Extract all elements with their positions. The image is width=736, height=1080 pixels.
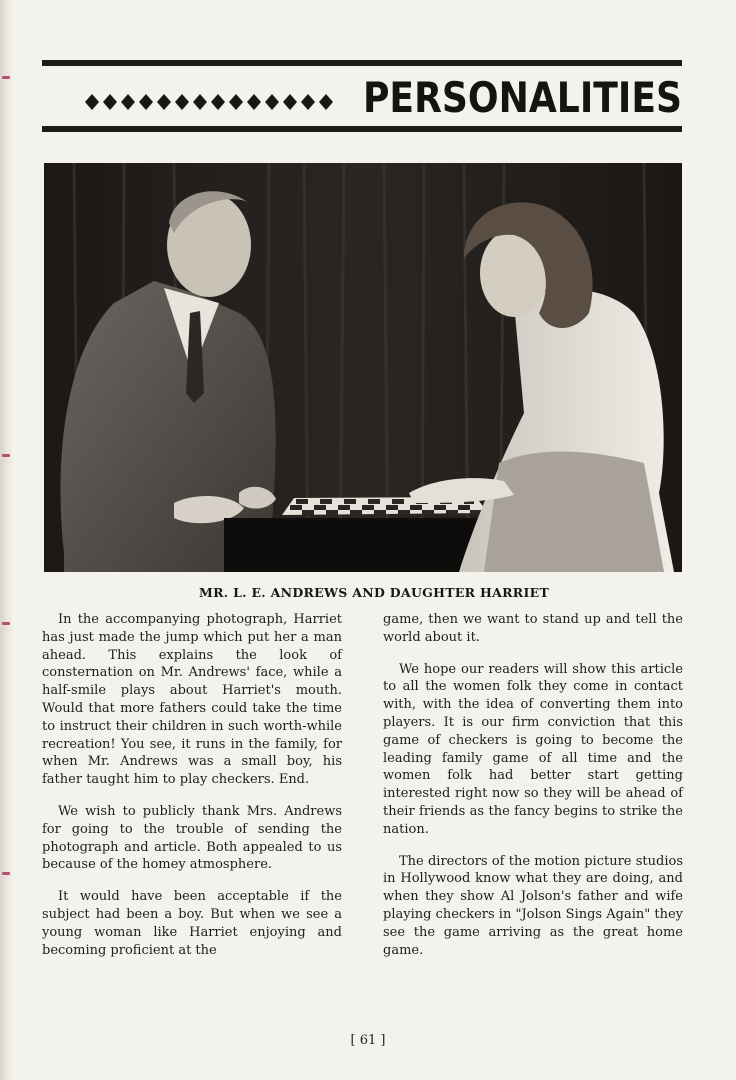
diamond-icon	[301, 94, 315, 110]
diamond-icon	[265, 94, 279, 110]
diamond-icon	[157, 94, 171, 110]
page-edge	[0, 0, 14, 1080]
header-bottom-rule	[42, 126, 682, 132]
header-top-rule	[42, 60, 682, 66]
photograph	[44, 163, 682, 572]
diamond-icon	[229, 94, 243, 110]
binding-mark	[2, 622, 10, 625]
diamond-icon	[175, 94, 189, 110]
diamond-icon	[283, 94, 297, 110]
diamond-icon	[193, 94, 207, 110]
page-number: [ 61 ]	[350, 1033, 386, 1048]
binding-mark	[2, 76, 10, 79]
diamond-icon	[211, 94, 225, 110]
diamond-ornament-row	[84, 92, 334, 112]
binding-mark	[2, 454, 10, 457]
article-paragraph: It would have been acceptable if the subject had been a boy. But when we see a young woman like Harriet enjoying and becoming proficient at the	[42, 889, 342, 958]
binding-mark	[2, 872, 10, 875]
diamond-icon	[121, 94, 135, 110]
article-paragraph: In the accompanying photograph, Harriet has just made the jump which put her a man ahead. This explains the look of consternation on Mr. Andrews' face, while a half-smile plays about Harriet's mouth. Would that more fathers could take the time to instruct their children in such worth-while recreation! You see, it runs in the family, for when Mr. Andrews was a small boy, his father taught him to play checkers. End.	[42, 612, 342, 788]
article-column-left	[42, 611, 342, 973]
diamond-icon	[103, 94, 117, 110]
article-paragraph: We wish to publicly thank Mrs. Andrews for going to the trouble of sending the photograph and article. Both appealed to us because of the homey atmosphere.	[42, 803, 342, 873]
article-column-right	[383, 611, 683, 973]
article-paragraph: game, then we want to stand up and tell the world about it.	[383, 612, 683, 645]
photograph-illustration	[44, 163, 682, 572]
article-paragraph: We hope our readers will show this article to all the women folk they come in contact with, with the idea of converting them into players. It is our firm conviction that this game of checkers is going to become the leading family game of all time and the women folk had better start getting interested right now so they will be ahead of their friends as the fancy begins to strike the nation.	[383, 661, 683, 837]
photo-caption: MR. L. E. ANDREWS AND DAUGHTER HARRIET	[198, 585, 550, 600]
diamond-icon	[319, 94, 333, 110]
diamond-icon	[85, 94, 99, 110]
article-paragraph: The directors of the motion picture studios in Hollywood know what they are doing, and when they show Al Jolson's father and wife playing checkers in "Jolson Sings Again" they see the game arriving as the great home game.	[383, 853, 683, 958]
diamond-icon	[247, 94, 261, 110]
diamond-icon	[139, 94, 153, 110]
section-title: PERSONALITIES	[362, 73, 682, 122]
